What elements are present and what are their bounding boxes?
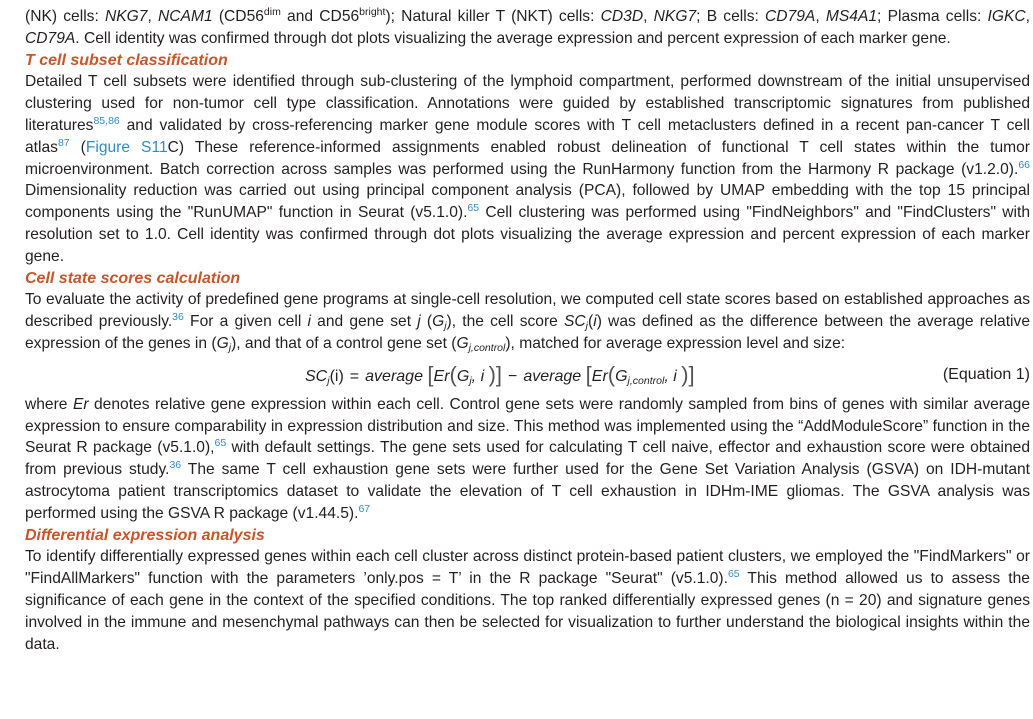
section-heading-cellstate: Cell state scores calculation [25, 269, 241, 287]
text-run: ), and that of a control gene set ( [231, 334, 457, 352]
math-variable: SC [564, 313, 586, 331]
minus-sign: − [508, 367, 518, 385]
gene-name: NKG7 [105, 8, 148, 25]
citation-link[interactable]: 36 [172, 311, 184, 324]
citation-link[interactable]: 85,86 [93, 114, 120, 127]
text-run: ) was defined as the difference between the average relative expression of the genes in ( [25, 313, 1030, 352]
text-run: Dimensionality reduction was carried out using principal component analysis (PCA), followed by UMAP embedding with the top 15 principal components using the "RunUMAP" function in Seurat (v5.1.0). [25, 182, 1030, 222]
math-variable: G [456, 334, 469, 352]
math-variable: i [593, 313, 597, 331]
text-run: (CD56 [212, 8, 264, 25]
text-run: ( [69, 138, 86, 156]
math-argument: (i) [329, 367, 344, 385]
text-run: and CD56 [280, 8, 360, 25]
text-run: ; B cells: [696, 8, 766, 25]
section-heading-diffexp: Differential expression analysis [25, 526, 265, 544]
section-heading-tcell: T cell subset classification [25, 51, 228, 69]
text-run: To identify differentially expressed genes within each cell cluster across distinct protein-based patient clusters, we employed the "FindMarkers" or "FindAllMarkers" function with the parameters ’only.pos = T’ in the R package "Seurat" (v5.1.0). [25, 548, 1030, 588]
paragraph-tcell [25, 71, 1030, 267]
gene-name: MS4A1 [825, 8, 878, 25]
text-run: ; Plasma cells: [877, 8, 988, 25]
math-subscript: j [228, 341, 232, 354]
gene-name: CD79A [765, 8, 816, 25]
text-run: C) These reference-informed assignments enabled robust delineation of functional T cell states within the tumor microenvironment. Batch correction across samples was performed using the RunHarmony function from the Harmony R package (v1.2.0). [25, 138, 1030, 178]
math-subscript: j,control [468, 341, 506, 354]
paragraph-where [25, 394, 1030, 525]
superscript: bright [359, 6, 386, 18]
citation-link[interactable]: 65 [467, 202, 480, 215]
text-run: Cell clustering was performed using "FindNeighbors" and "FindClusters" with resolution set to 1.0. Cell identity was confirmed through dot plots visualizing the average expression and percent expression of each marker gene. [25, 204, 1031, 265]
gene-name: IGKC [987, 8, 1026, 25]
text-run: , [147, 8, 159, 25]
superscript: dim [263, 6, 281, 18]
citation-link[interactable]: 67 [358, 502, 371, 515]
equation-label: (Equation 1) [942, 365, 1030, 383]
text-run: and validated by cross-referencing marker gene module scores with T cell metaclusters defined in a recent pan-cancer T cell atlas [25, 116, 1030, 156]
math-variable: G [456, 367, 470, 385]
text-run: For a given cell [183, 313, 308, 331]
text-run: denotes relative gene expression within each cell. Control gene sets were randomly sampled from bins of genes with similar average expression to ensure comparability in expression distribution and size. This method was implemented using the “AddModuleScore” function in the Seurat R package (v5.1.0), [25, 395, 1030, 457]
text-run: This method allowed us to assess the significance of each gene in the context of the specified conditions. The top ranked differentially expressed genes (n = 20) and signature genes involved in the immune and mesenchymal pathways can then be selected for visualization to further understand the biological insights within the data. [25, 570, 1030, 653]
math-subscript: j,control [627, 374, 665, 387]
math-function: average [523, 367, 582, 385]
math-variable: Er [433, 367, 450, 385]
math-variable: j [417, 313, 421, 331]
math-subscript: j [585, 320, 589, 333]
equation-body: $SC_j(i)$ = average [$Er(G_j$, i )] − average [$Er(G_{j,control}$, i )] [305, 361, 695, 387]
citation-link[interactable]: 65 [727, 568, 740, 581]
equation-1 [25, 358, 1030, 392]
math-variable: i [307, 313, 311, 331]
text-run: ( [588, 313, 594, 331]
math-variable: G [216, 334, 229, 352]
text-run: and gene set [310, 313, 418, 331]
text-run: , [1025, 8, 1031, 25]
text-run: The same T cell exhaustion gene sets were further used for the Gene Set Variation Analysis (GSVA) on IDH-mutant astrocytoma patient transcriptomics dataset to validate the elevation of T cell exhaustion in IDHm-IME gliomas. The GSVA analysis was performed using the GSVA R package (v1.44.5). [25, 461, 1031, 522]
text-run: ); Natural killer T (NKT) cells: [385, 8, 601, 25]
citation-link[interactable]: 36 [169, 459, 182, 472]
math-variable: G [432, 313, 445, 331]
math-variable: Er [591, 367, 608, 385]
text-run: ), the cell score [446, 313, 564, 331]
citation-link[interactable]: 65 [214, 437, 227, 450]
gene-name: CD79A [25, 29, 76, 47]
text-run: . Cell identity was confirmed through dot plots visualizing the average expression and percent expression of each marker gene. [75, 29, 951, 47]
math-argument: , i [664, 367, 682, 385]
figure-link[interactable]: Figure S11 [85, 138, 168, 156]
math-subscript: j [469, 374, 472, 387]
math-variable: Er [72, 395, 89, 413]
text-run: , [643, 8, 654, 25]
gene-name: NKG7 [653, 8, 697, 25]
text-run: Detailed T cell subsets were identified through sub-clustering of the lymphoid compartment, performed downstream of the initial unsupervised clustering used for non-tumor cell type classification. Annotations were guided by established transcriptomic signatures from published literatures [25, 73, 1030, 134]
math-function: average [365, 367, 423, 385]
gene-name: CD3D [600, 8, 644, 25]
text-run: where [25, 395, 73, 413]
text-run: To evaluate the activity of predefined gene programs at single-cell resolution, we computed cell state scores based on established approaches as described previously. [25, 291, 1030, 331]
equals-sign: = [349, 367, 360, 385]
math-subscript: j [327, 374, 330, 387]
math-argument: , i [471, 367, 489, 385]
math-variable: SC [305, 367, 328, 385]
text-run: , [815, 8, 826, 25]
text-run: (NK) cells: [25, 8, 106, 25]
text-run: with default settings. The gene sets used for calculating T cell naive, effector and exhaustion score were obtained from previous study. [25, 439, 1030, 479]
paragraph-diffexp [25, 546, 1030, 655]
math-variable: G [615, 367, 628, 385]
text-run: ), matched for average expression level and size: [505, 334, 846, 352]
paragraph-marker-genes [25, 6, 1030, 50]
citation-link[interactable]: 66 [1018, 158, 1030, 171]
text-run: ( [420, 313, 433, 331]
paragraph-cellstate [25, 289, 1030, 354]
math-subscript: j [444, 320, 447, 333]
gene-name: NCAM1 [158, 8, 213, 25]
citation-link[interactable]: 87 [57, 136, 70, 149]
